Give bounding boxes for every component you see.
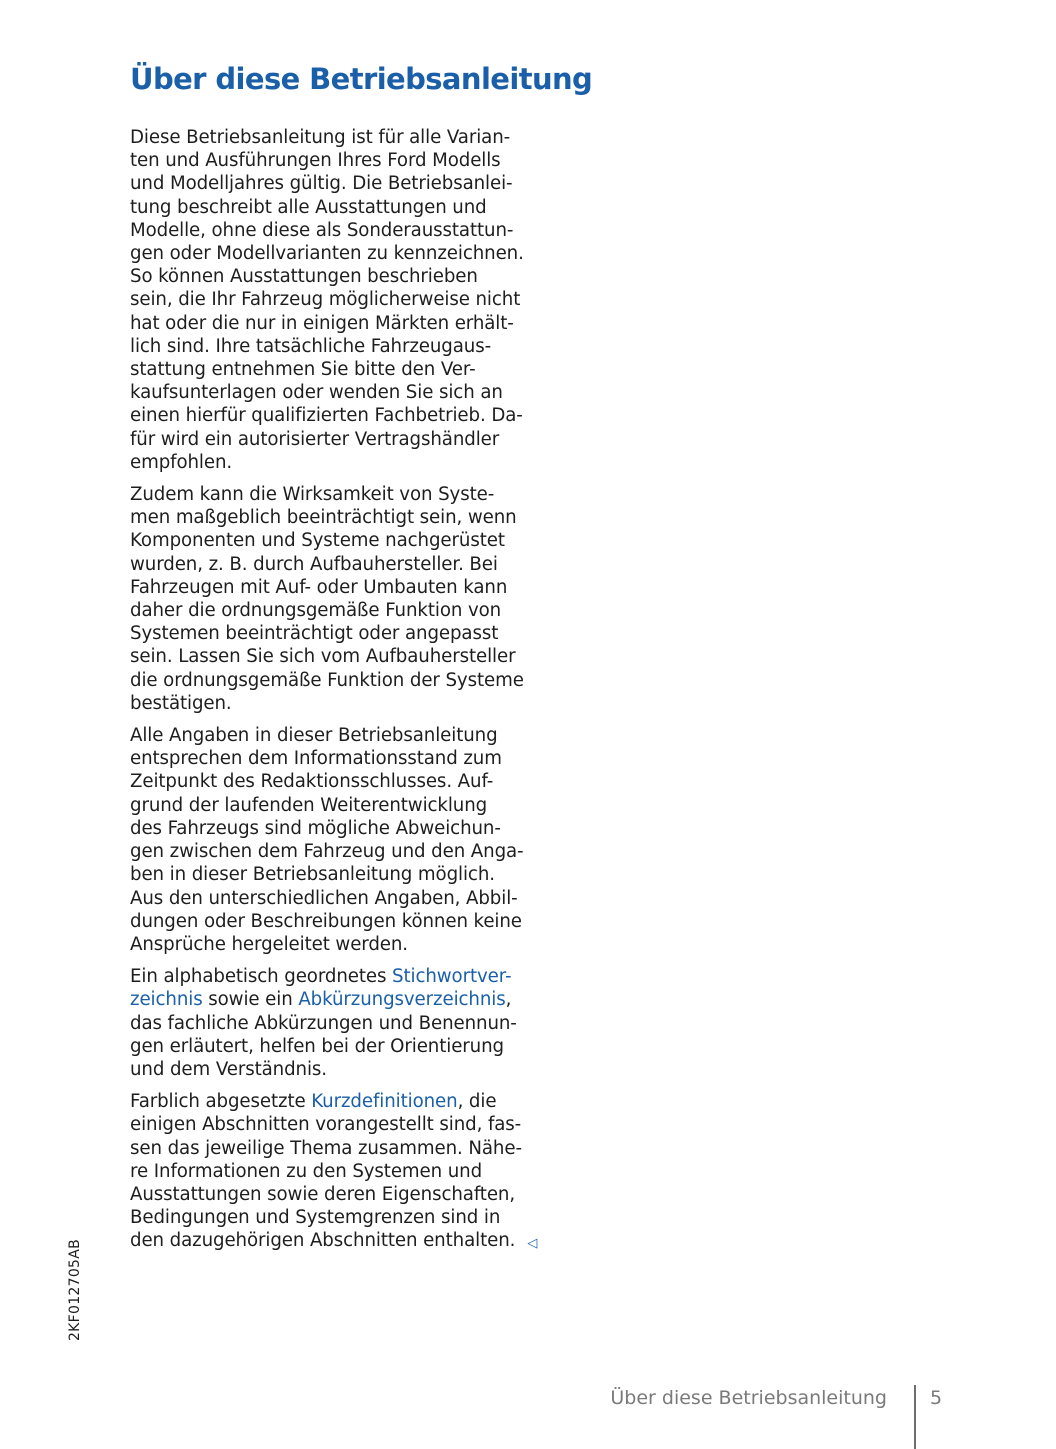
text-line: lich sind. Ihre tatsächliche Fahrzeugaus- [130, 335, 492, 357]
text-line: Systemen beeinträchtigt oder angepasst [130, 623, 499, 645]
text-line: grund der laufenden Weiterentwicklung [130, 794, 488, 816]
text-line: Aus den unterschiedlichen Angaben, Abbil- [130, 887, 518, 909]
text-line: Ausstattungen sowie deren Eigenschaften, [130, 1183, 516, 1205]
text-line: Komponenten und Systeme nachgerüstet [130, 530, 505, 552]
text-line: entsprechen dem Informationsstand zum [130, 748, 502, 770]
text-line: Zeitpunkt des Redaktionsschlusses. Auf- [130, 771, 494, 793]
text-line: Modelle, ohne diese als Sonderausstattun- [130, 219, 514, 241]
text-line: gen erläutert, helfen bei der Orientierung [130, 1035, 504, 1057]
text-line: Bedingungen und Systemgrenzen sind in [130, 1207, 501, 1229]
text-segment: den dazugehörigen Abschnitten enthalten. [130, 1230, 516, 1252]
paragraph-indexes [130, 965, 590, 1081]
paragraph-validity [130, 126, 590, 474]
paragraph-retrofit [130, 483, 590, 715]
stichwortverzeichnis-link[interactable]: Stichwortver- [392, 966, 512, 988]
text-line: Ansprüche hergeleitet werden. [130, 933, 408, 955]
text-segment: , die [457, 1091, 497, 1113]
text-line: Zudem kann die Wirksamkeit von Syste- [130, 484, 495, 506]
paragraph-information-status [130, 724, 590, 956]
text-line: des Fahrzeugs sind mögliche Abweichun- [130, 817, 501, 839]
text-line: einigen Abschnitten vorangestellt sind, fas- [130, 1114, 522, 1136]
kurzdefinitionen-link[interactable]: Kurzdefinitionen [311, 1091, 458, 1113]
text-line: daher die ordnungsgemäße Funktion von [130, 600, 502, 622]
section-end-triangle-icon: ◁ [527, 1236, 538, 1252]
text-segment: Ein alphabetisch geordnetes [130, 966, 393, 988]
text-segment: , [505, 989, 512, 1011]
text-line: und Modelljahres gültig. Die Betriebsanlei- [130, 173, 513, 195]
text-line: stattung entnehmen Sie bitte den Ver- [130, 359, 476, 381]
text-line: sein. Lassen Sie sich vom Aufbauhersteller [130, 646, 516, 668]
text-segment: Farblich abgesetzte [130, 1091, 312, 1113]
text-line [130, 965, 590, 988]
text-line: Diese Betriebsanleitung ist für alle Varian- [130, 127, 511, 148]
text-line: sen das jeweilige Thema zusammen. Nähe- [130, 1137, 522, 1159]
text-line: wurden, z. B. durch Aufbauhersteller. Bei [130, 553, 498, 575]
text-line: bestätigen. [130, 692, 232, 714]
text-line: dungen oder Beschreibungen können keine [130, 910, 522, 932]
text-line: empfohlen. [130, 451, 233, 473]
text-line: So können Ausstattungen beschrieben [130, 266, 478, 288]
text-line [130, 1090, 590, 1113]
text-line: Alle Angaben in dieser Betriebsanleitung [130, 725, 498, 747]
footer-section-title: Über diese Betriebsanleitung [610, 1387, 887, 1409]
text-line: einen hierfür qualifizierten Fachbetrieb. Da- [130, 405, 523, 427]
text-segment: sowie ein [202, 989, 299, 1011]
body-text [130, 126, 590, 1264]
text-line: re Informationen zu den Systemen und [130, 1160, 483, 1182]
text-line: für wird ein autorisierter Vertragshändler [130, 428, 500, 450]
text-line [130, 1229, 590, 1254]
paragraph-short-definitions [130, 1090, 590, 1254]
text-line: kaufsunterlagen oder wenden Sie sich an [130, 382, 503, 404]
text-line: gen zwischen dem Fahrzeug und den Anga- [130, 841, 524, 863]
page-title: Über diese Betriebsanleitung [130, 62, 593, 96]
text-line: Fahrzeugen mit Auf- oder Umbauten kann [130, 576, 508, 598]
text-line: ben in dieser Betriebsanleitung möglich. [130, 864, 495, 886]
text-line: gen oder Modellvarianten zu kennzeichnen. [130, 243, 524, 265]
text-line [130, 988, 590, 1011]
text-line: ten und Ausführungen Ihres Ford Modells [130, 150, 501, 172]
text-line: und dem Verständnis. [130, 1058, 327, 1080]
text-line: sein, die Ihr Fahrzeug möglicherweise nicht [130, 289, 521, 311]
text-line: die ordnungsgemäße Funktion der Systeme [130, 669, 524, 691]
text-line: tung beschreibt alle Ausstattungen und [130, 196, 487, 218]
abkuerzungsverzeichnis-link[interactable]: Abkürzungsverzeichnis [298, 989, 506, 1011]
text-line: das fachliche Abkürzungen und Benennun- [130, 1012, 517, 1034]
text-line: hat oder die nur in einigen Märkten erhält- [130, 312, 514, 334]
page-number: 5 [930, 1387, 943, 1409]
text-line: men maßgeblich beeinträchtigt sein, wenn [130, 507, 517, 529]
footer-divider [914, 1385, 916, 1449]
document-code: 2KF012705AB [67, 1238, 83, 1342]
stichwortverzeichnis-link-continued[interactable]: zeichnis [130, 989, 203, 1011]
